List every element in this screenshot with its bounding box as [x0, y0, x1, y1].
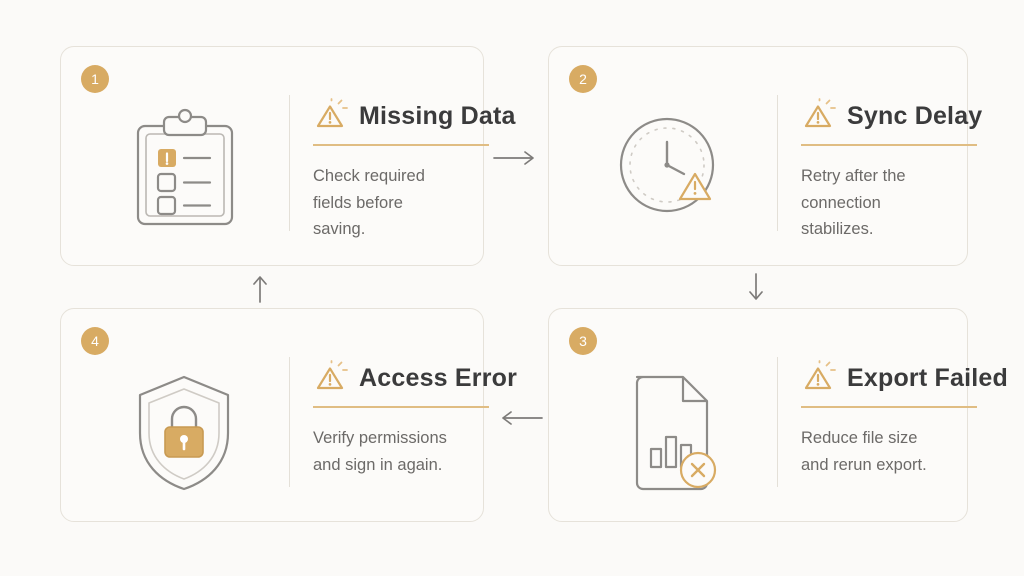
card-title-underline: [313, 406, 489, 408]
warning-triangle-icon: [801, 99, 835, 133]
arrow-card1-to-card2: [492, 144, 542, 172]
card-description: Check required fields before saving.: [313, 167, 425, 239]
warning-triangle-icon: [313, 99, 347, 133]
card-content: [313, 361, 518, 478]
card-content: [801, 99, 983, 243]
warning-triangle-icon: [313, 361, 347, 395]
card-step-badge: 4: [81, 327, 109, 355]
card-step-badge: 1: [81, 65, 109, 93]
card-title-row: [313, 361, 518, 395]
arrow-card2-to-card3: [742, 272, 770, 306]
card-title-row: [801, 361, 1008, 395]
card-title: Access Error: [359, 363, 518, 392]
card-title: Missing Data: [359, 101, 516, 130]
shield-lock-icon: [95, 363, 275, 503]
card-description: Retry after the connection stabilizes.: [801, 167, 906, 239]
card-title-row: [801, 99, 983, 133]
card-sync-delay[interactable]: [548, 46, 983, 266]
arrow-card3-to-card4: [494, 404, 544, 432]
card-title-row: [313, 99, 516, 133]
card-step-badge: 3: [569, 327, 597, 355]
card-content: [313, 99, 516, 243]
card-divider: [777, 95, 778, 231]
document-chart-error-icon: [583, 363, 763, 503]
card-title: Export Failed: [847, 363, 1008, 392]
card-access-error[interactable]: [60, 308, 518, 522]
card-export-failed[interactable]: [548, 308, 1008, 522]
card-description: Verify permissions and sign in again.: [313, 429, 447, 474]
card-divider: [289, 95, 290, 231]
card-divider: [289, 357, 290, 487]
card-title-underline: [801, 144, 977, 146]
clock-icon: [583, 101, 763, 241]
arrow-card4-to-card1: [246, 270, 274, 304]
card-step-badge: 2: [569, 65, 597, 93]
warning-triangle-icon: [801, 361, 835, 395]
card-title: Sync Delay: [847, 101, 983, 130]
card-description: Reduce file size and rerun export.: [801, 429, 927, 474]
card-missing-data[interactable]: [60, 46, 516, 266]
clipboard-checklist-icon: [95, 101, 275, 241]
card-content: [801, 361, 1008, 478]
card-title-underline: [313, 144, 489, 146]
card-title-underline: [801, 406, 977, 408]
card-divider: [777, 357, 778, 487]
